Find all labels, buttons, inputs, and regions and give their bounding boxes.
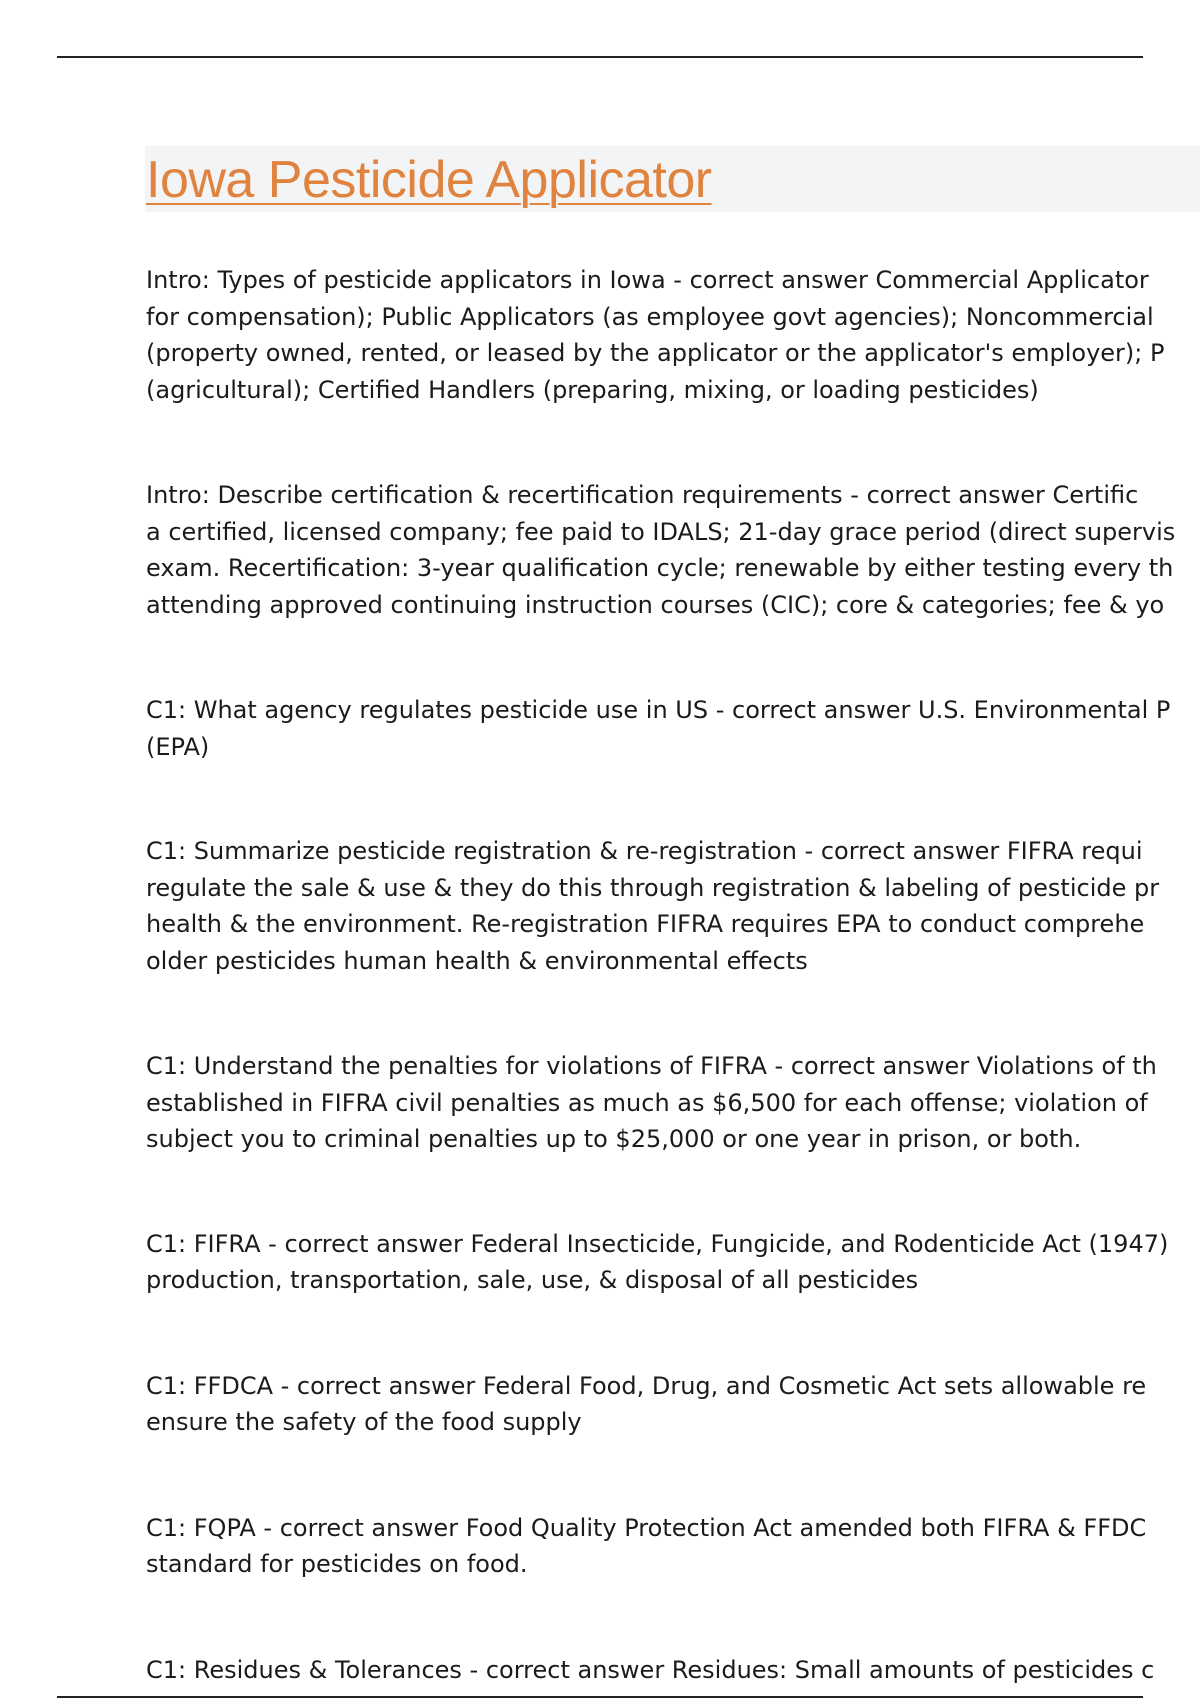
entry-applicator-types [146,262,1200,408]
entry-line: attending approved continuing instruction courses (CIC); core & categories; fee & yo [146,590,1165,619]
entry-line: production, transportation, sale, use, & disposal of all pesticides [146,1266,919,1294]
entry-fifra-penalties [146,1048,1200,1158]
entry-registration [146,833,1200,979]
entry-line: for compensation); Public Applicators (as employee govt agencies); Noncommercial [146,302,1154,331]
entry-line: standard for pesticides on food. [146,1550,528,1578]
entry-ffdca [146,1368,1200,1441]
entry-line: C1: FIFRA - correct answer Federal Insecticide, Fungicide, and Rodenticide Act (1947) [146,1229,1169,1258]
entry-line: C1: FFDCA - correct answer Federal Food, Drug, and Cosmetic Act sets allowable re [146,1371,1147,1400]
entry-line: C1: FQPA - correct answer Food Quality Protection Act amended both FIFRA & FFDC [146,1513,1147,1542]
entry-line: exam. Recertification: 3-year qualification cycle; renewable by either testing every th [146,554,1174,582]
entry-certification [146,477,1200,623]
entry-regulating-agency [146,692,1200,765]
page-title: Iowa Pesticide Applicator [146,151,712,209]
entry-line: (EPA) [146,732,210,761]
entry-line: Intro: Describe certification & recertification requirements - correct answer Certific [146,481,1139,509]
entry-line: ensure the safety of the food supply [146,1408,582,1436]
entry-line: health & the environment. Re-registration FIFRA requires EPA to conduct comprehe [146,910,1145,938]
entry-line: C1: Understand the penalties for violations of FIFRA - correct answer Violations of th [146,1052,1157,1080]
entry-line: established in FIFRA civil penalties as much as $6,500 for each offense; violation of [146,1088,1148,1117]
entry-line: (property owned, rented, or leased by the applicator or the applicator's employer); P [146,339,1165,367]
flashcard-list [146,262,1200,1688]
entry-line: C1: Summarize pesticide registration & re-registration - correct answer FIFRA requi [146,837,1143,865]
entry-line: regulate the sale & use & they do this through registration & labeling of pesticide pr [146,873,1160,902]
entry-line: (agricultural); Certified Handlers (preparing, mixing, or loading pesticides) [146,375,1039,404]
header-rule [57,56,1143,58]
entry-fqpa [146,1510,1200,1583]
entry-residues [146,1652,1200,1689]
entry-line: older pesticides human health & environmental effects [146,946,808,975]
entry-line: Intro: Types of pesticide applicators in Iowa - correct answer Commercial Applicator [146,266,1149,294]
entry-line: C1: Residues & Tolerances - correct answer Residues: Small amounts of pesticides c [146,1655,1155,1684]
entry-line: a certified, licensed company; fee paid to IDALS; 21-day grace period (direct supervis [146,517,1176,546]
entry-line: C1: What agency regulates pesticide use in US - correct answer U.S. Environmental P [146,696,1171,724]
entry-line: subject you to criminal penalties up to $25,000 or one year in prison, or both. [146,1125,1082,1153]
entry-fifra [146,1226,1200,1299]
footer-rule [57,1696,1143,1698]
